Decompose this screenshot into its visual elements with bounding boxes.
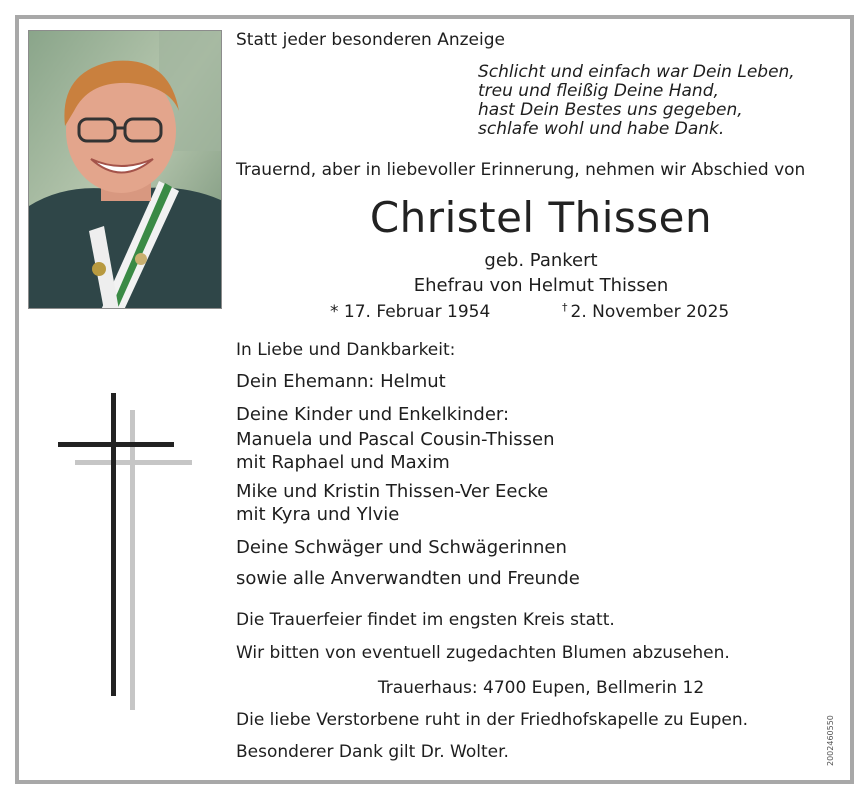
- ad-code: 2002460550: [826, 715, 835, 766]
- mourner-family-2-children: mit Kyra und Ylvie: [236, 504, 400, 525]
- farewell-text: Trauernd, aber in liebevoller Erinnerung, nehmen wir Abschied von: [236, 160, 806, 180]
- mourner-children-heading: Deine Kinder und Enkelkinder:: [236, 404, 510, 425]
- mourner-in-laws: Deine Schwäger und Schwägerinnen: [236, 537, 567, 558]
- death-date-group: [562, 302, 729, 324]
- dagger-symbol: †: [562, 301, 568, 314]
- mourning-house: Trauerhaus: 4700 Eupen, Bellmerin 12: [377, 678, 705, 698]
- spouse-line: Ehefrau von Helmut Thissen: [413, 275, 669, 296]
- poem-line: Schlicht und einfach war Dein Leben,: [478, 62, 795, 82]
- poem-line: schlafe wohl und habe Dank.: [478, 119, 725, 139]
- mourner-family-1: Manuela und Pascal Cousin-Thissen: [236, 429, 555, 450]
- ceremony-note: Die Trauerfeier findet im engsten Kreis statt.: [236, 610, 615, 630]
- resting-place-note: Die liebe Verstorbene ruht in der Friedhofskapelle zu Eupen.: [236, 710, 749, 730]
- flowers-note: Wir bitten von eventuell zugedachten Blumen abzusehen.: [236, 643, 730, 663]
- cross-icon: [50, 390, 195, 719]
- mourner-husband: Dein Ehemann: Helmut: [236, 371, 446, 392]
- intro-text: Statt jeder besonderen Anzeige: [236, 30, 505, 50]
- poem-line: hast Dein Bestes uns gegeben,: [478, 100, 743, 120]
- thanks-note: Besonderer Dank gilt Dr. Wolter.: [236, 742, 509, 762]
- death-date: 2. November 2025: [570, 302, 730, 322]
- poem-line: treu und fleißig Deine Hand,: [478, 81, 719, 101]
- birth-date: * 17. Februar 1954: [330, 302, 491, 322]
- mourner-family-2: Mike und Kristin Thissen-Ver Eecke: [236, 481, 549, 502]
- portrait-photo: [28, 30, 222, 309]
- poem: [478, 63, 795, 139]
- deceased-name: Christel Thissen: [369, 193, 713, 242]
- mourner-relatives: sowie alle Anverwandten und Freunde: [236, 568, 580, 589]
- birth-name: geb. Pankert: [484, 250, 598, 271]
- mourner-family-1-children: mit Raphael und Maxim: [236, 452, 450, 473]
- mourners-intro: In Liebe und Dankbarkeit:: [236, 340, 456, 360]
